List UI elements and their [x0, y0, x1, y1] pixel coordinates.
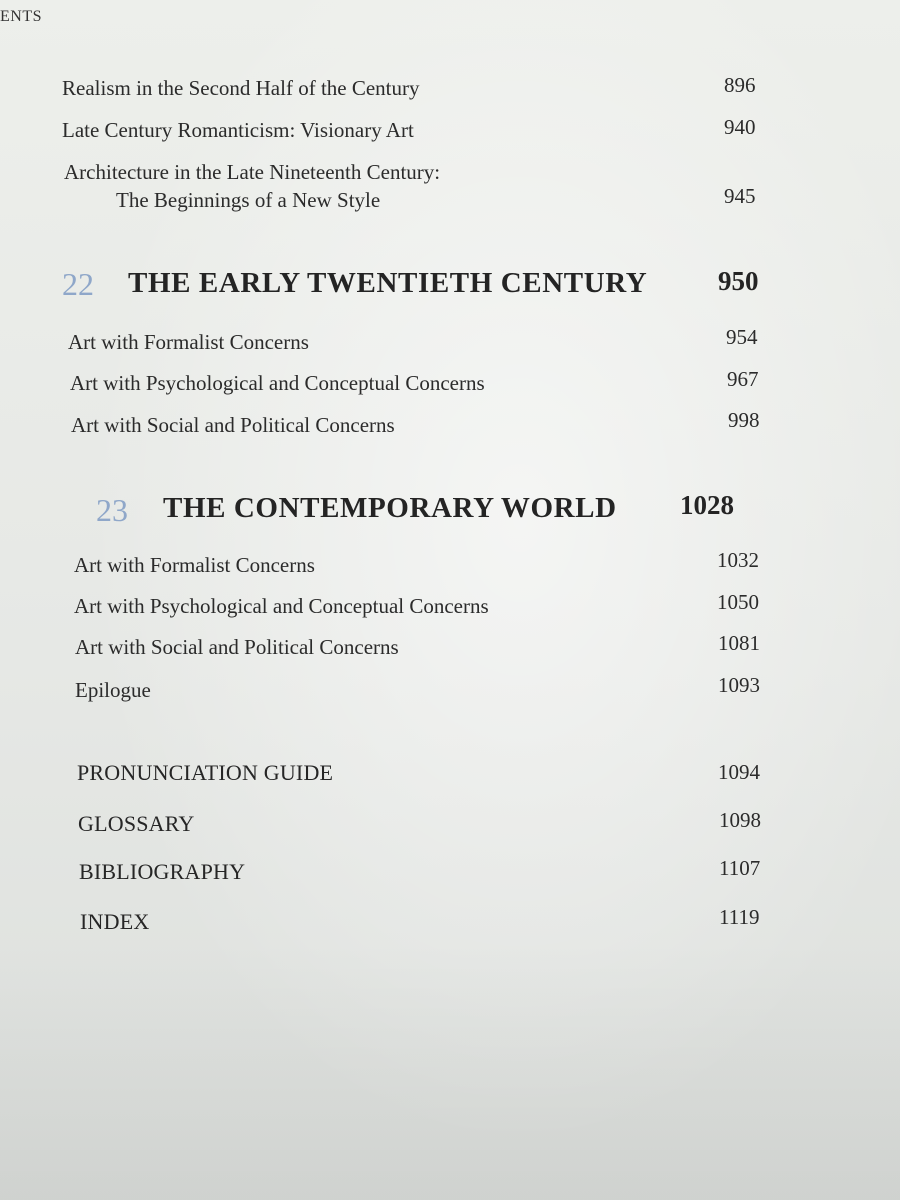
chapter-page: 1028 — [680, 490, 734, 520]
chapter-number: 23 — [96, 492, 128, 528]
toc-entry-page: 940 — [724, 115, 756, 139]
toc-entry-title: Art with Social and Political Concerns — [71, 413, 395, 437]
toc-entry-title: Art with Psychological and Conceptual Concerns — [70, 371, 485, 395]
backmatter-page: 1107 — [719, 856, 761, 880]
backmatter-page: 1098 — [719, 808, 761, 832]
toc-entry-page: 1093 — [718, 673, 760, 697]
backmatter-title: BIBLIOGRAPHY — [79, 859, 246, 884]
toc-entry-title: Late Century Romanticism: Visionary Art — [62, 118, 414, 142]
chapter-title: THE EARLY TWENTIETH CENTURY — [128, 267, 648, 299]
toc-entry-title: Epilogue — [75, 678, 151, 702]
backmatter-title: INDEX — [80, 909, 150, 934]
backmatter-title: GLOSSARY — [78, 811, 195, 836]
running-head: ENTS — [0, 8, 42, 25]
toc-entry-page: 954 — [726, 325, 758, 349]
toc-entry-title-line2: The Beginnings of a New Style — [116, 188, 381, 212]
toc-entry-page: 1081 — [718, 631, 760, 655]
toc-entry-title: Realism in the Second Half of the Century — [62, 76, 420, 100]
chapter-number: 22 — [62, 266, 94, 302]
toc-entry-title: Art with Formalist Concerns — [74, 553, 315, 577]
backmatter-page: 1094 — [718, 760, 760, 784]
toc-entry-title: Art with Social and Political Concerns — [75, 635, 399, 659]
toc-entry-page: 896 — [724, 73, 756, 97]
toc-entry-page: 1050 — [717, 590, 759, 614]
backmatter-title: PRONUNCIATION GUIDE — [77, 760, 334, 785]
chapter-title: THE CONTEMPORARY WORLD — [163, 492, 617, 524]
toc-entry-title: Art with Psychological and Conceptual Concerns — [74, 594, 489, 618]
toc-entry-page: 967 — [727, 367, 759, 391]
chapter-page: 950 — [718, 266, 759, 296]
toc-entry-page: 945 — [724, 184, 756, 208]
toc-entry-page: 998 — [728, 408, 760, 432]
backmatter-page: 1119 — [719, 905, 760, 929]
toc-entry-title: Art with Formalist Concerns — [68, 330, 309, 354]
toc-entry-title-line1: Architecture in the Late Nineteenth Century: — [64, 160, 441, 184]
toc-entry-page: 1032 — [717, 548, 759, 572]
